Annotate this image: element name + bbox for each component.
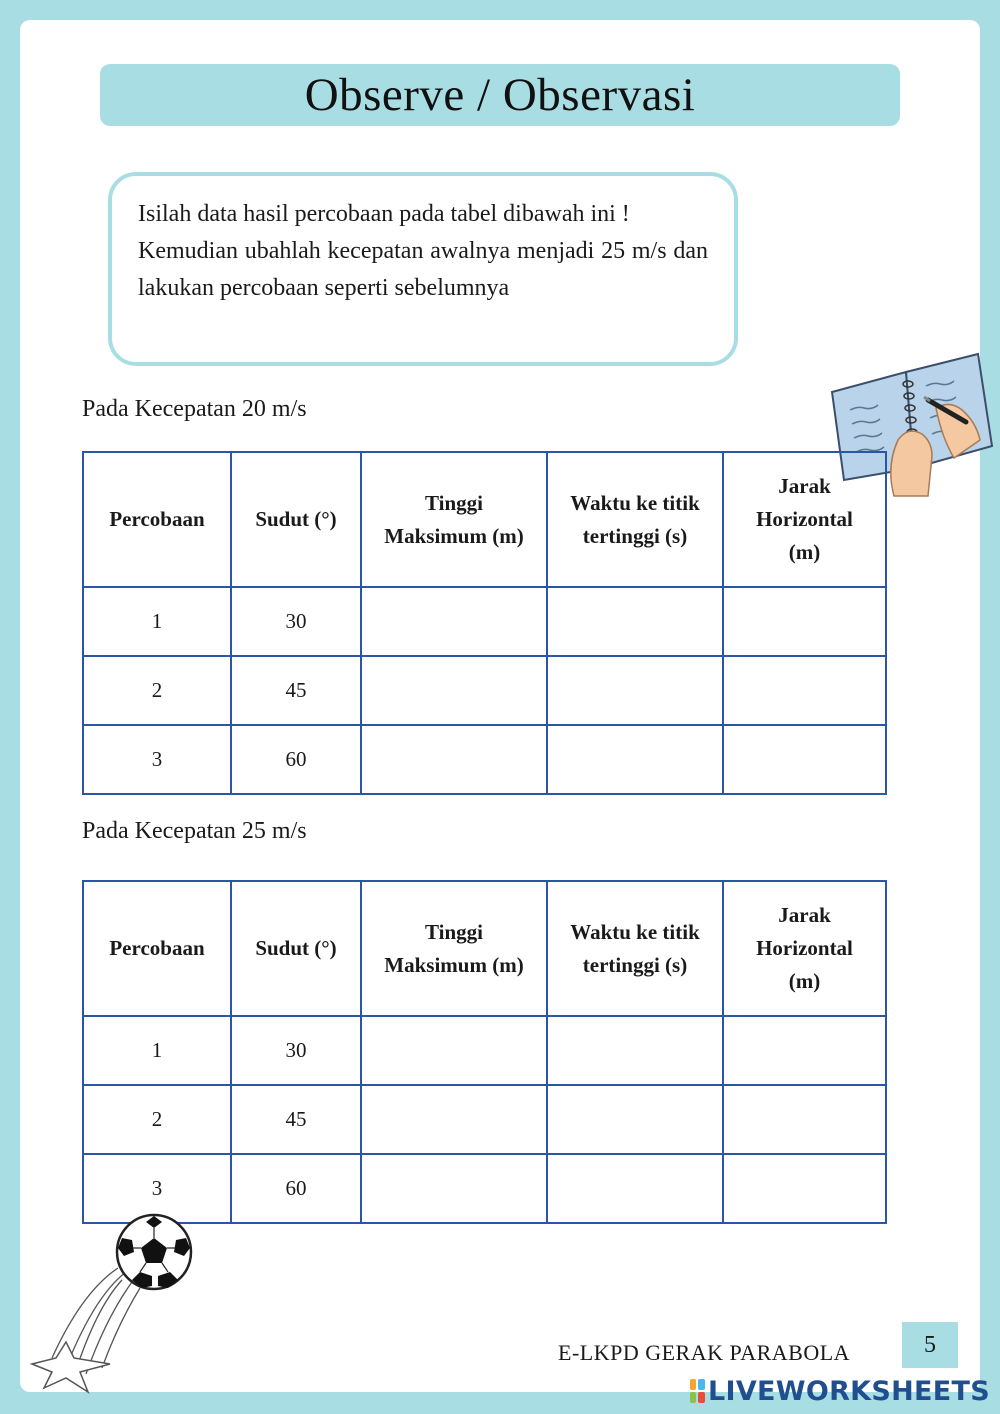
- input-waktu[interactable]: [547, 1085, 723, 1154]
- table-row: [83, 725, 886, 794]
- table-header-row: [83, 452, 886, 587]
- input-tinggi-maksimum[interactable]: [361, 656, 547, 725]
- table-header-row: [83, 881, 886, 1016]
- cell-sudut: 60: [231, 1154, 361, 1223]
- page-number-badge: [902, 1322, 958, 1368]
- header-sudut: Sudut (°): [231, 452, 361, 587]
- section-label-20ms: Pada Kecepatan 20 m/s: [82, 396, 307, 422]
- cell-sudut: 30: [231, 1016, 361, 1085]
- cell-percobaan: 3: [83, 725, 231, 794]
- table-row: [83, 656, 886, 725]
- table-row: [83, 1154, 886, 1223]
- instruction-line-1: Isilah data hasil percobaan pada tabel dibawah ini !: [138, 201, 630, 227]
- header-tinggi-maksimum: Tinggi Maksimum (m): [361, 452, 547, 587]
- cell-sudut: 45: [231, 656, 361, 725]
- input-waktu[interactable]: [547, 587, 723, 656]
- input-tinggi-maksimum[interactable]: [361, 587, 547, 656]
- header-tinggi-maksimum: Tinggi Maksimum (m): [361, 881, 547, 1016]
- header-waktu-titik-tertinggi: Waktu ke titik tertinggi (s): [547, 452, 723, 587]
- page-number: 5: [924, 1331, 936, 1358]
- input-jarak-horizontal[interactable]: [723, 656, 886, 725]
- header-waktu-titik-tertinggi: Waktu ke titik tertinggi (s): [547, 881, 723, 1016]
- table-row: [83, 1016, 886, 1085]
- header-sudut: Sudut (°): [231, 881, 361, 1016]
- cell-percobaan: 2: [83, 1085, 231, 1154]
- page-title: Observe / Observasi: [304, 69, 696, 121]
- section-label-25ms: Pada Kecepatan 25 m/s: [82, 818, 307, 844]
- input-waktu[interactable]: [547, 1154, 723, 1223]
- input-jarak-horizontal[interactable]: [723, 1154, 886, 1223]
- document-title: E-LKPD GERAK PARABOLA: [558, 1340, 851, 1365]
- liveworksheets-logo: [690, 1374, 990, 1408]
- instruction-line-2: Kemudian ubahlah kecepatan awalnya menjadi 25 m/s dan lakukan percobaan seperti sebelumnya: [138, 238, 708, 301]
- liveworksheets-grid-icon: [690, 1379, 705, 1403]
- title-banner: [100, 64, 900, 126]
- input-jarak-horizontal[interactable]: [723, 1016, 886, 1085]
- header-percobaan: Percobaan: [83, 452, 231, 587]
- input-jarak-horizontal[interactable]: [723, 725, 886, 794]
- input-tinggi-maksimum[interactable]: [361, 1154, 547, 1223]
- cell-sudut: 30: [231, 587, 361, 656]
- watermark-text: LIVEWORKSHEETS: [707, 1375, 990, 1407]
- cell-percobaan: 3: [83, 1154, 231, 1223]
- input-tinggi-maksimum[interactable]: [361, 1085, 547, 1154]
- cell-percobaan: 1: [83, 587, 231, 656]
- header-percobaan: Percobaan: [83, 881, 231, 1016]
- input-jarak-horizontal[interactable]: [723, 587, 886, 656]
- input-jarak-horizontal[interactable]: [723, 1085, 886, 1154]
- instructions-box: [108, 172, 738, 366]
- header-jarak-horizontal: Jarak Horizontal (m): [723, 452, 886, 587]
- input-waktu[interactable]: [547, 656, 723, 725]
- input-tinggi-maksimum[interactable]: [361, 725, 547, 794]
- header-jarak-horizontal: Jarak Horizontal (m): [723, 881, 886, 1016]
- cell-sudut: 60: [231, 725, 361, 794]
- soccer-ball-illustration: [22, 1208, 202, 1398]
- table-row: [83, 1085, 886, 1154]
- results-table-20ms: [82, 451, 887, 795]
- cell-sudut: 45: [231, 1085, 361, 1154]
- table-row: [83, 587, 886, 656]
- results-table-25ms: [82, 880, 887, 1224]
- input-waktu[interactable]: [547, 725, 723, 794]
- cell-percobaan: 2: [83, 656, 231, 725]
- cell-percobaan: 1: [83, 1016, 231, 1085]
- input-tinggi-maksimum[interactable]: [361, 1016, 547, 1085]
- input-waktu[interactable]: [547, 1016, 723, 1085]
